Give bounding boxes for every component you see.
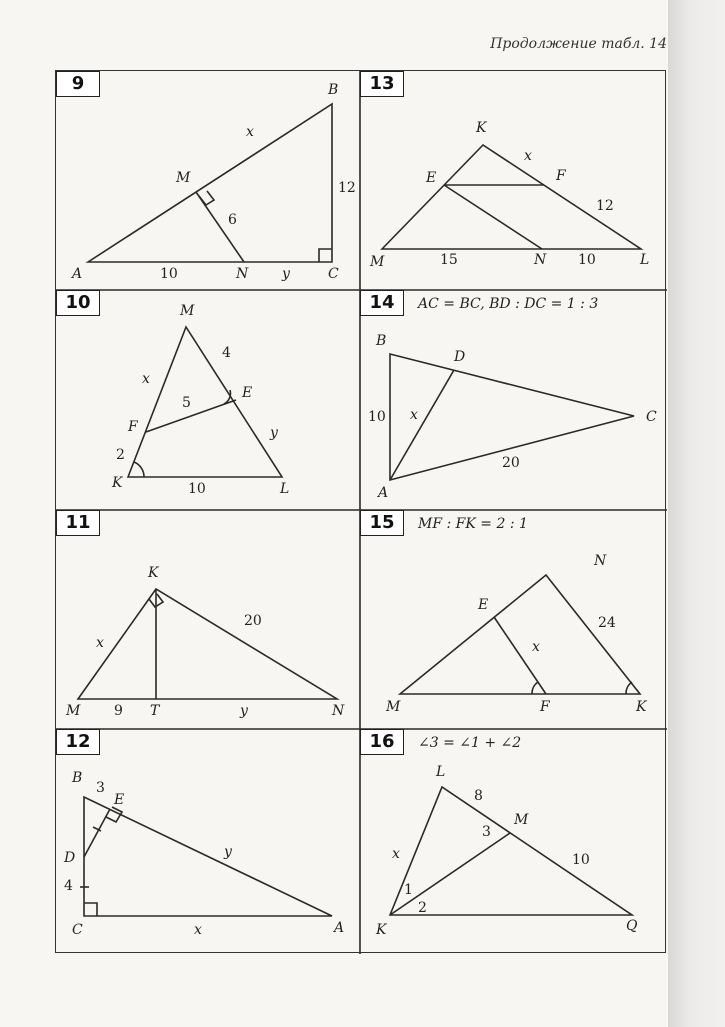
- segment-label-10: 10: [160, 266, 178, 282]
- problem-number-badge: 15: [360, 510, 404, 536]
- segment-label-x: x: [410, 407, 418, 423]
- problem-condition: ∠3 = ∠1 + ∠2: [418, 735, 522, 751]
- vertex-m: M: [176, 170, 191, 186]
- problem-10-cell: [56, 290, 360, 510]
- problem-16-cell: [360, 729, 667, 954]
- problem-13-cell: [360, 71, 667, 290]
- vertex-l: L: [640, 252, 650, 268]
- vertex-c: C: [646, 409, 657, 425]
- segment-label-x: x: [246, 124, 254, 140]
- vertex-f: F: [556, 168, 566, 184]
- vertex-n: N: [594, 553, 607, 569]
- vertex-e: E: [114, 792, 125, 808]
- vertex-l: L: [436, 764, 446, 780]
- segment-label-x: x: [392, 846, 400, 862]
- problem-9-cell: [56, 71, 360, 290]
- vertex-k: K: [636, 699, 647, 715]
- segment-label-20: 20: [502, 455, 520, 471]
- vertex-e: E: [478, 597, 489, 613]
- segment-label-20: 20: [244, 613, 262, 629]
- problem-12-cell: [56, 729, 360, 954]
- segment-label-y: y: [282, 266, 290, 282]
- vertex-n: N: [332, 703, 345, 719]
- vertex-k: K: [476, 120, 487, 136]
- vertex-b: B: [328, 82, 339, 98]
- vertex-d: D: [64, 850, 76, 866]
- segment-label-12: 12: [338, 180, 356, 196]
- problem-number-badge: 14: [360, 290, 404, 316]
- problems-table: [55, 70, 666, 953]
- problem-12-figure: [56, 729, 360, 954]
- vertex-e: E: [426, 170, 437, 186]
- problem-15-cell: [360, 510, 667, 729]
- segment-label-x: x: [96, 635, 104, 651]
- vertex-t: T: [150, 703, 160, 719]
- vertex-m: M: [386, 699, 401, 715]
- vertex-a: A: [72, 266, 83, 282]
- segment-label-y: y: [224, 844, 232, 860]
- problem-number-badge: 16: [360, 729, 404, 755]
- vertex-n: N: [534, 252, 547, 268]
- angle-label-1: 1: [404, 882, 413, 898]
- problem-11-cell: [56, 510, 360, 729]
- problem-number-badge: 9: [56, 71, 100, 97]
- vertex-a: A: [334, 920, 345, 936]
- segment-label-3: 3: [96, 780, 105, 796]
- vertex-m: M: [370, 254, 385, 270]
- segment-label-10: 10: [188, 481, 206, 497]
- segment-label-4: 4: [222, 345, 231, 361]
- vertex-m: M: [514, 812, 529, 828]
- vertex-q: Q: [626, 918, 638, 934]
- segment-label-6: 6: [228, 212, 237, 228]
- segment-label-15: 15: [440, 252, 458, 268]
- vertex-n: N: [236, 266, 249, 282]
- vertex-d: D: [454, 349, 466, 365]
- segment-label-8: 8: [474, 788, 483, 804]
- problem-number-badge: 10: [56, 290, 100, 316]
- segment-label-x: x: [524, 148, 532, 164]
- vertex-b: B: [72, 770, 83, 786]
- problem-14-cell: [360, 290, 667, 510]
- vertex-c: C: [328, 266, 339, 282]
- vertex-a: A: [378, 485, 389, 501]
- segment-label-5: 5: [182, 395, 191, 411]
- vertex-k: K: [112, 475, 123, 491]
- vertex-f: F: [128, 419, 138, 435]
- vertex-f: F: [540, 699, 550, 715]
- problem-number-badge: 12: [56, 729, 100, 755]
- vertex-c: C: [72, 922, 83, 938]
- segment-label-10: 10: [572, 852, 590, 868]
- vertex-m: M: [180, 303, 195, 319]
- problem-10-figure: [56, 290, 360, 510]
- angle-label-2: 2: [418, 900, 427, 916]
- segment-label-10: 10: [578, 252, 596, 268]
- segment-label-4: 4: [64, 878, 73, 894]
- segment-label-9: 9: [114, 703, 123, 719]
- segment-label-x: x: [142, 371, 150, 387]
- vertex-e: E: [242, 385, 253, 401]
- problem-15-figure: [360, 510, 667, 729]
- vertex-m: M: [66, 703, 81, 719]
- problem-16-figure: [360, 729, 667, 954]
- page-header: Продолжение табл. 14: [490, 36, 667, 52]
- problem-number-badge: 13: [360, 71, 404, 97]
- segment-label-y: y: [240, 703, 248, 719]
- segment-label-10: 10: [368, 409, 386, 425]
- vertex-k: K: [148, 565, 159, 581]
- problem-14-figure: [360, 290, 667, 510]
- page-edge-shadow: [668, 0, 725, 1027]
- problem-number-badge: 11: [56, 510, 100, 536]
- segment-label-2: 2: [116, 447, 125, 463]
- problem-13-figure: [360, 71, 667, 290]
- vertex-l: L: [280, 481, 290, 497]
- angle-label-3: 3: [482, 824, 491, 840]
- vertex-b: B: [376, 333, 387, 349]
- problem-condition: AC = BC, BD : DC = 1 : 3: [418, 296, 599, 312]
- problem-11-figure: [56, 510, 360, 729]
- problem-condition: MF : FK = 2 : 1: [418, 516, 528, 532]
- segment-label-y: y: [270, 425, 278, 441]
- segment-label-24: 24: [598, 615, 616, 631]
- problem-9-figure: [56, 71, 360, 290]
- segment-label-12: 12: [596, 198, 614, 214]
- segment-label-x: x: [194, 922, 202, 938]
- vertex-k: K: [376, 922, 387, 938]
- segment-label-x: x: [532, 639, 540, 655]
